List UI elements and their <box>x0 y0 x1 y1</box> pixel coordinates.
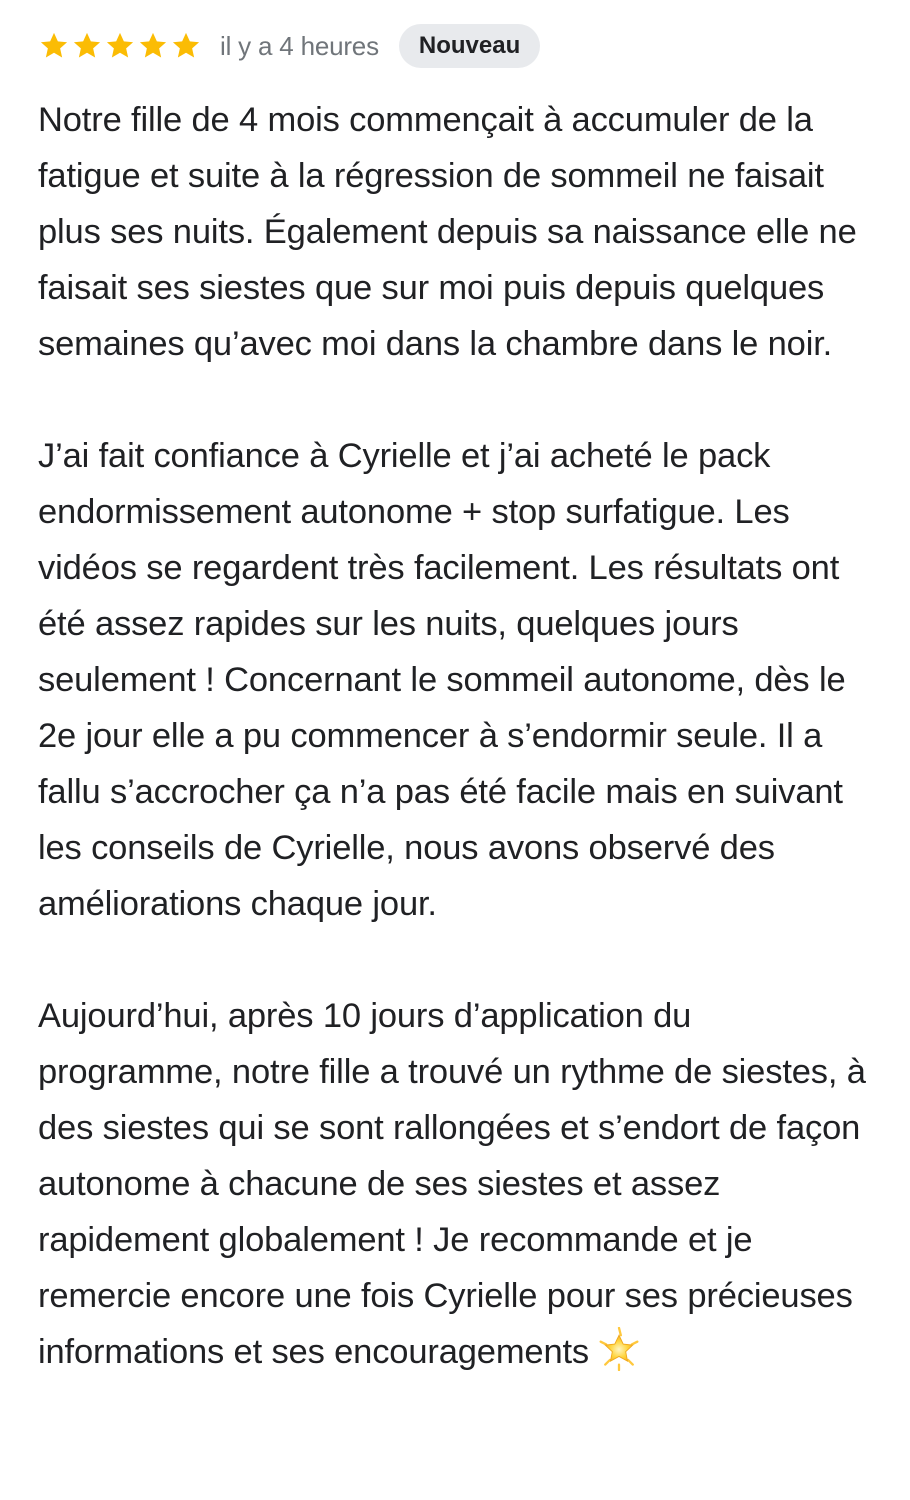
review-timestamp: il y a 4 heures <box>220 30 379 61</box>
star-icon <box>170 30 202 62</box>
review-header <box>38 0 874 92</box>
star-icon <box>104 30 136 62</box>
star-icon <box>38 30 70 62</box>
review-paragraph: Notre fille de 4 mois commençait à accumuler de la fatigue et suite à la régression de sommeil ne faisait plus ses nuits. Également depuis sa naissance elle ne faisait ses siestes que sur moi puis depuis quelques semaines qu’avec moi dans la chambre dans le noir. <box>38 101 857 363</box>
review-text <box>38 92 874 1380</box>
review-paragraph-last <box>38 988 874 1380</box>
star-icon <box>137 30 169 62</box>
review-paragraph-text: Aujourd’hui, après 10 jours d’application du programme, notre fille a trouvé un rythme de siestes, à des siestes qui se sont rallongées et s’endort de façon autonome à chacune de ses siestes et assez rapidement globalement ! Je recommande et je remercie encore une fois Cyrielle pour ses précieuses informations et ses encouragements <box>38 997 866 1371</box>
new-badge: Nouveau <box>399 24 540 68</box>
star-rating <box>38 30 202 62</box>
glowing-star-icon <box>597 1327 641 1371</box>
review-paragraph: J’ai fait confiance à Cyrielle et j’ai acheté le pack endormissement autonome + stop surfatigue. Les vidéos se regardent très facilement. Les résultats ont été assez rapides sur les nuits, quelques jours seulement ! Concernant le sommeil autonome, dès le 2e jour elle a pu commencer à s’endormir seule. Il a fallu s’accrocher ça n’a pas été facile mais en suivant les conseils de Cyrielle, nous avons observé des améliorations chaque jour. <box>38 437 846 923</box>
star-icon <box>71 30 103 62</box>
